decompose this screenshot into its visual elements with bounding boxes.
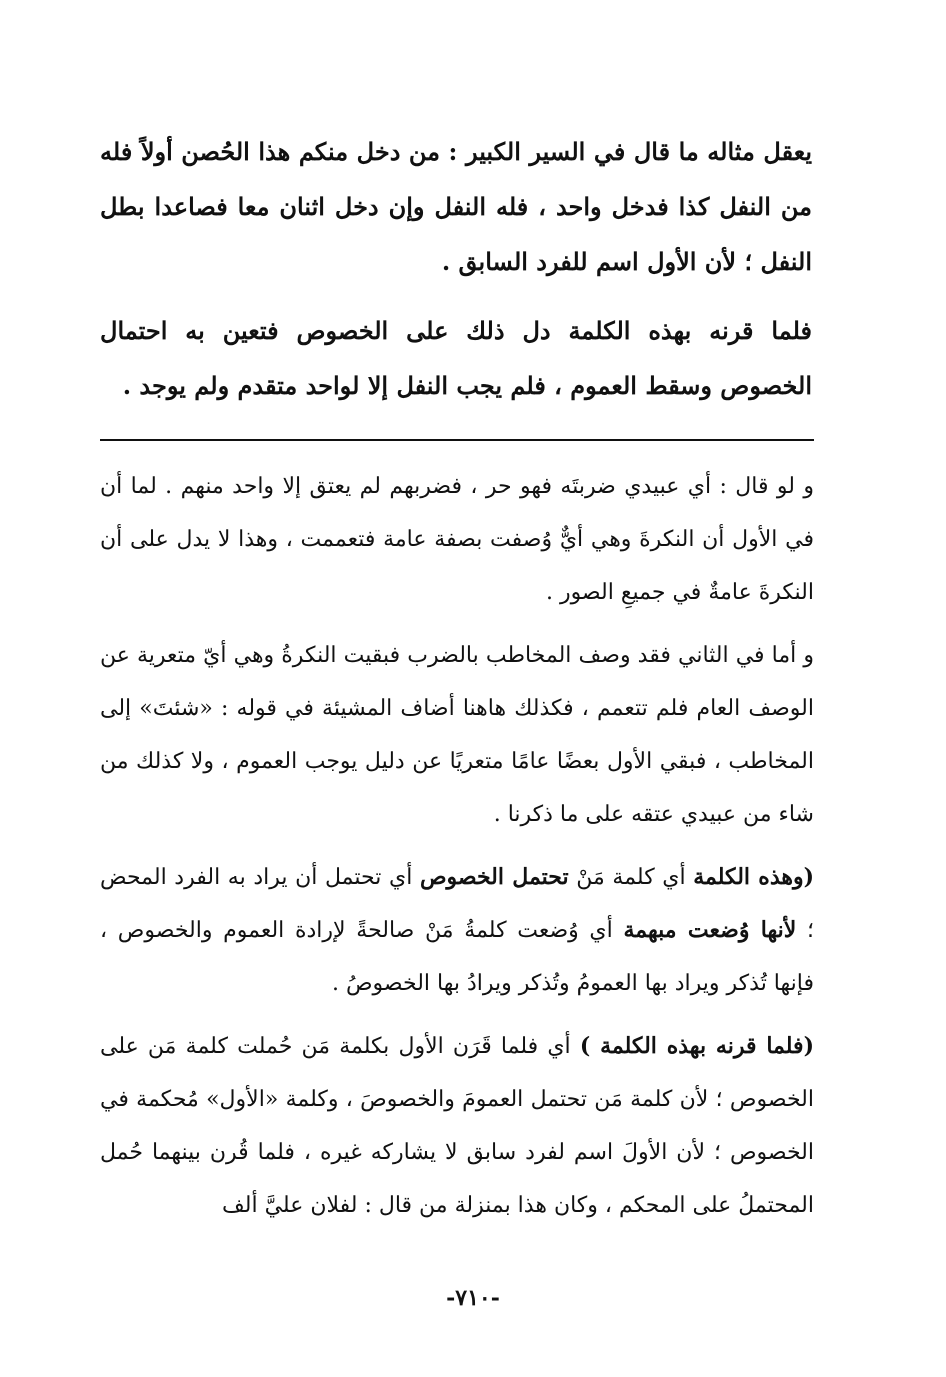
- page-number: -٧١٠-: [446, 1285, 500, 1311]
- gloss-coupled-first: أي فلما قَرَن الأول بكلمة مَن حُملت كلمة مَن على الخصوص ؛ لأن كلمة مَن تحتمل العمومَ والخصوصَ ، وكلمة «الأول» مُحكمة في الخصوص ؛ لأن الأولَ اسم لفرد سابق لا يشاركه غيره ، فلما قُرن بينهما حُمل المحتملُ على المحكم ، وكان هذا بمنزلة من قال : لفلان عليَّ ألف: [100, 1034, 814, 1218]
- commentary-paragraph-3: [100, 851, 814, 1010]
- main-text-block: [100, 124, 812, 427]
- footnote-divider: [100, 439, 814, 441]
- gloss-word-man: أي كلمة مَنْ: [576, 865, 686, 890]
- lemma-bears-specific: تحتمل الخصوص: [419, 864, 569, 890]
- gloss-single-individual: أي تحتمل أن يراد به الفرد المحض ؛: [100, 865, 815, 943]
- commentary-paragraph-1: و لو قال : أي عبيدي ضربتَه فهو حر ، فضربهم لم يعتق إلا واحد منهم . لما أن في الأول أن النكرةَ وهي أيٌّ وُصفت بصفة عامة فتعممت ، وهذا لا يدل على أن النكرةَ عامةٌ في جميعِ الصور .: [100, 474, 814, 605]
- lemma-this-word: (وهذه الكلمة: [693, 864, 815, 890]
- lemma-coupled-with-word: (فلما قرنه بهذه الكلمة ): [579, 1033, 814, 1059]
- main-paragraph-1: يعقل مثاله ما قال في السير الكبير : من دخل منكم هذا الحُصن أولاً فله من النفل كذا فدخل واحد ، فله النفل وإن دخل اثنان معا فصاعدا بطل النفل ؛ لأن الأول اسم للفرد السابق .: [100, 137, 812, 276]
- commentary-paragraph-4: [100, 1020, 814, 1232]
- commentary-paragraph-2: و أما في الثاني فقد وصف المخاطب بالضرب فبقيت النكرةُ وهي أيّ متعرية عن الوصف العام فلم تتعمم ، فكذلك هاهنا أضاف المشيئة في قوله : «شئتَ» إلى المخاطب ، فبقي الأول بعضًا عامًا متعريًا عن دليل يوجب العموم ، ولا كذلك من شاء من عبيدي عتقه على ما ذكرنا .: [100, 643, 814, 827]
- lemma-placed-ambiguous: لأنها وُضعت مبهمة: [623, 917, 797, 943]
- commentary-block: [100, 460, 814, 1242]
- main-paragraph-2: فلما قرنه بهذه الكلمة دل ذلك على الخصوص فتعين به احتمال الخصوص وسقط العموم ، فلم يجب النفل إلا لواحد متقدم ولم يوجد .: [100, 316, 812, 400]
- gloss-general-specific: أي وُضعت كلمةُ مَنْ صالحةً لإرادة العموم والخصوص ، فإنها تُذكر ويراد بها العمومُ وتُذكر ويرادُ بها الخصوصُ .: [100, 918, 814, 996]
